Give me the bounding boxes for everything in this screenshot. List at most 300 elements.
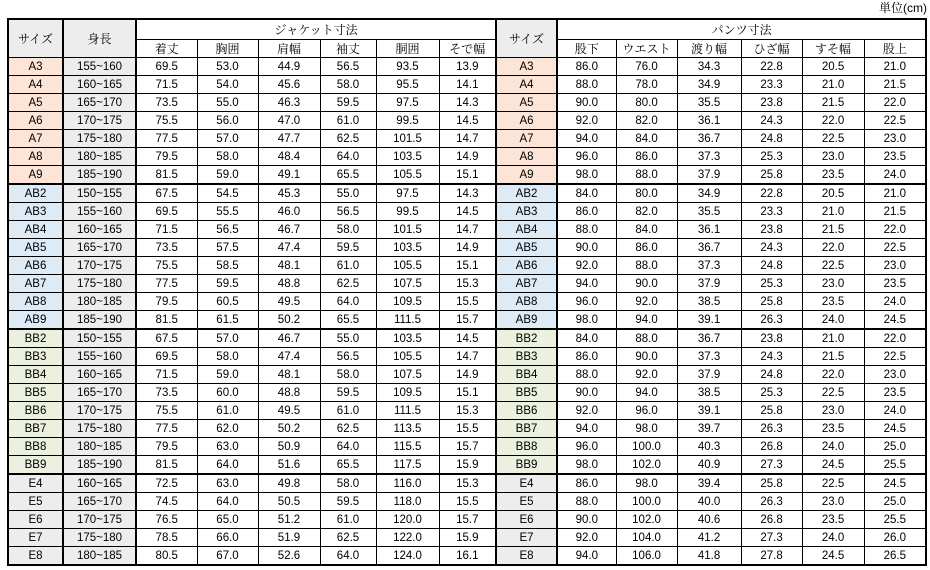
pants-value-cell: 100.0: [616, 493, 677, 511]
jacket-value-cell: 59.5: [320, 94, 376, 112]
pants-value-cell: 22.0: [802, 112, 864, 130]
table-row: [8, 112, 926, 130]
jacket-value-cell: 57.5: [197, 239, 258, 257]
jacket-value-cell: 105.5: [376, 348, 439, 366]
pants-value-cell: 98.0: [557, 311, 616, 330]
jacket-value-cell: 45.3: [258, 184, 320, 203]
table-row: [8, 58, 926, 76]
jacket-value-cell: 59.5: [320, 239, 376, 257]
jacket-value-cell: 51.2: [258, 511, 320, 529]
jacket-value-cell: 120.0: [376, 511, 439, 529]
jacket-value-cell: 49.1: [258, 166, 320, 185]
header-pants-col: 股上: [864, 40, 926, 58]
height-cell: 170~175: [63, 511, 136, 529]
jacket-value-cell: 61.5: [197, 311, 258, 330]
height-cell: 155~160: [63, 58, 136, 76]
jacket-value-cell: 49.5: [258, 402, 320, 420]
jacket-value-cell: 14.3: [439, 94, 496, 112]
jacket-value-cell: 59.0: [197, 166, 258, 185]
pants-value-cell: 94.0: [557, 130, 616, 148]
jacket-value-cell: 69.5: [136, 348, 197, 366]
pants-value-cell: 39.4: [677, 474, 741, 493]
pants-value-cell: 26.3: [741, 420, 802, 438]
jacket-value-cell: 62.5: [320, 275, 376, 293]
height-cell: 165~170: [63, 384, 136, 402]
size-cell: AB5: [8, 239, 63, 257]
jacket-value-cell: 97.5: [376, 94, 439, 112]
jacket-value-cell: 15.3: [439, 275, 496, 293]
jacket-value-cell: 44.9: [258, 58, 320, 76]
jacket-value-cell: 67.5: [136, 329, 197, 348]
jacket-value-cell: 79.5: [136, 293, 197, 311]
jacket-value-cell: 56.5: [197, 221, 258, 239]
jacket-value-cell: 47.7: [258, 130, 320, 148]
pants-value-cell: 37.9: [677, 366, 741, 384]
pants-value-cell: 24.5: [864, 311, 926, 330]
jacket-value-cell: 56.0: [197, 112, 258, 130]
pants-value-cell: 24.5: [802, 547, 864, 566]
jacket-value-cell: 103.5: [376, 329, 439, 348]
jacket-value-cell: 101.5: [376, 130, 439, 148]
pants-value-cell: 24.8: [741, 366, 802, 384]
size-cell-right: BB6: [496, 402, 557, 420]
pants-value-cell: 23.0: [864, 257, 926, 275]
pants-value-cell: 88.0: [616, 257, 677, 275]
header-row-groups: [8, 19, 926, 40]
jacket-value-cell: 14.5: [439, 112, 496, 130]
pants-value-cell: 88.0: [557, 366, 616, 384]
size-cell: AB7: [8, 275, 63, 293]
jacket-value-cell: 64.0: [320, 293, 376, 311]
pants-value-cell: 23.5: [802, 420, 864, 438]
pants-value-cell: 34.3: [677, 58, 741, 76]
size-cell-right: AB5: [496, 239, 557, 257]
jacket-value-cell: 78.5: [136, 529, 197, 547]
jacket-value-cell: 81.5: [136, 456, 197, 475]
pants-value-cell: 25.5: [864, 456, 926, 475]
jacket-value-cell: 117.5: [376, 456, 439, 475]
pants-value-cell: 96.0: [616, 402, 677, 420]
pants-value-cell: 22.8: [741, 58, 802, 76]
jacket-value-cell: 64.0: [320, 148, 376, 166]
jacket-value-cell: 79.5: [136, 438, 197, 456]
table-row: [8, 203, 926, 221]
pants-value-cell: 40.0: [677, 493, 741, 511]
jacket-value-cell: 15.7: [439, 311, 496, 330]
header-jacket-col: 胸囲: [197, 40, 258, 58]
jacket-value-cell: 111.5: [376, 311, 439, 330]
pants-value-cell: 20.5: [802, 184, 864, 203]
jacket-value-cell: 61.0: [320, 402, 376, 420]
height-cell: 185~190: [63, 311, 136, 330]
pants-value-cell: 39.1: [677, 311, 741, 330]
jacket-value-cell: 59.0: [197, 366, 258, 384]
jacket-value-cell: 46.7: [258, 221, 320, 239]
table-row: [8, 148, 926, 166]
pants-value-cell: 22.5: [802, 474, 864, 493]
pants-value-cell: 38.5: [677, 293, 741, 311]
jacket-value-cell: 69.5: [136, 203, 197, 221]
pants-value-cell: 22.0: [864, 94, 926, 112]
pants-value-cell: 80.0: [616, 184, 677, 203]
jacket-value-cell: 46.3: [258, 94, 320, 112]
pants-value-cell: 96.0: [557, 293, 616, 311]
table-row: [8, 420, 926, 438]
jacket-value-cell: 77.5: [136, 130, 197, 148]
jacket-value-cell: 64.0: [320, 547, 376, 566]
pants-value-cell: 24.5: [864, 420, 926, 438]
jacket-value-cell: 124.0: [376, 547, 439, 566]
pants-value-cell: 21.0: [802, 203, 864, 221]
pants-value-cell: 84.0: [557, 184, 616, 203]
jacket-value-cell: 15.1: [439, 166, 496, 185]
table-row: [8, 130, 926, 148]
pants-value-cell: 37.9: [677, 166, 741, 185]
jacket-value-cell: 75.5: [136, 402, 197, 420]
size-cell-right: BB5: [496, 384, 557, 402]
size-cell: AB4: [8, 221, 63, 239]
jacket-value-cell: 61.0: [197, 402, 258, 420]
jacket-value-cell: 54.0: [197, 76, 258, 94]
jacket-value-cell: 99.5: [376, 203, 439, 221]
jacket-value-cell: 50.5: [258, 493, 320, 511]
pants-value-cell: 41.8: [677, 547, 741, 566]
table-row: [8, 529, 926, 547]
height-cell: 150~155: [63, 329, 136, 348]
pants-value-cell: 24.8: [741, 130, 802, 148]
table-row: [8, 402, 926, 420]
pants-value-cell: 35.5: [677, 203, 741, 221]
pants-value-cell: 96.0: [557, 148, 616, 166]
jacket-value-cell: 15.1: [439, 384, 496, 402]
pants-value-cell: 26.0: [864, 529, 926, 547]
size-cell-right: BB9: [496, 456, 557, 475]
table-row: [8, 94, 926, 112]
pants-value-cell: 25.5: [864, 511, 926, 529]
height-cell: 165~170: [63, 94, 136, 112]
pants-value-cell: 21.0: [864, 184, 926, 203]
pants-value-cell: 23.5: [802, 166, 864, 185]
jacket-value-cell: 80.5: [136, 547, 197, 566]
height-cell: 180~185: [63, 547, 136, 566]
pants-value-cell: 41.2: [677, 529, 741, 547]
table-row: [8, 474, 926, 493]
size-cell: A7: [8, 130, 63, 148]
jacket-value-cell: 101.5: [376, 221, 439, 239]
jacket-value-cell: 55.0: [320, 329, 376, 348]
size-cell-right: AB2: [496, 184, 557, 203]
pants-value-cell: 22.0: [864, 329, 926, 348]
header-jacket-col: 袖丈: [320, 40, 376, 58]
pants-value-cell: 92.0: [616, 293, 677, 311]
pants-value-cell: 37.3: [677, 148, 741, 166]
pants-value-cell: 104.0: [616, 529, 677, 547]
jacket-value-cell: 51.6: [258, 456, 320, 475]
size-cell-right: AB7: [496, 275, 557, 293]
header-jacket-col: 胴囲: [376, 40, 439, 58]
jacket-value-cell: 107.5: [376, 275, 439, 293]
header-pants-col: すそ幅: [802, 40, 864, 58]
pants-value-cell: 21.0: [802, 76, 864, 94]
pants-value-cell: 102.0: [616, 511, 677, 529]
pants-value-cell: 22.5: [802, 130, 864, 148]
size-cell: A8: [8, 148, 63, 166]
pants-value-cell: 106.0: [616, 547, 677, 566]
pants-value-cell: 23.8: [741, 221, 802, 239]
pants-value-cell: 22.0: [802, 366, 864, 384]
jacket-value-cell: 47.4: [258, 239, 320, 257]
unit-label: 単位(cm): [879, 1, 927, 15]
jacket-value-cell: 15.5: [439, 293, 496, 311]
pants-value-cell: 22.8: [741, 184, 802, 203]
pants-value-cell: 36.7: [677, 239, 741, 257]
pants-value-cell: 23.0: [864, 130, 926, 148]
table-row: [8, 511, 926, 529]
size-cell-right: BB4: [496, 366, 557, 384]
jacket-value-cell: 105.5: [376, 166, 439, 185]
table-row: [8, 493, 926, 511]
jacket-value-cell: 107.5: [376, 366, 439, 384]
table-row: [8, 221, 926, 239]
height-cell: 175~180: [63, 529, 136, 547]
jacket-value-cell: 116.0: [376, 474, 439, 493]
pants-value-cell: 94.0: [616, 311, 677, 330]
jacket-value-cell: 105.5: [376, 257, 439, 275]
height-cell: 180~185: [63, 148, 136, 166]
pants-value-cell: 40.9: [677, 456, 741, 475]
pants-value-cell: 90.0: [557, 384, 616, 402]
jacket-value-cell: 14.3: [439, 184, 496, 203]
pants-value-cell: 98.0: [616, 420, 677, 438]
jacket-value-cell: 61.0: [320, 257, 376, 275]
table-row: [8, 257, 926, 275]
pants-value-cell: 23.0: [802, 493, 864, 511]
pants-value-cell: 25.0: [864, 438, 926, 456]
jacket-value-cell: 48.8: [258, 384, 320, 402]
jacket-value-cell: 71.5: [136, 221, 197, 239]
jacket-value-cell: 62.5: [320, 420, 376, 438]
header-size-right: サイズ: [496, 19, 557, 58]
pants-value-cell: 78.0: [616, 76, 677, 94]
pants-value-cell: 23.0: [802, 275, 864, 293]
table-row: [8, 329, 926, 348]
pants-value-cell: 26.8: [741, 438, 802, 456]
height-cell: 155~160: [63, 348, 136, 366]
size-cell: BB7: [8, 420, 63, 438]
pants-value-cell: 24.5: [802, 456, 864, 475]
pants-value-cell: 88.0: [557, 493, 616, 511]
jacket-value-cell: 58.0: [320, 221, 376, 239]
pants-value-cell: 27.3: [741, 456, 802, 475]
pants-value-cell: 25.8: [741, 293, 802, 311]
jacket-value-cell: 109.5: [376, 384, 439, 402]
jacket-value-cell: 113.5: [376, 420, 439, 438]
pants-value-cell: 36.1: [677, 112, 741, 130]
pants-value-cell: 24.0: [802, 438, 864, 456]
size-cell: BB3: [8, 348, 63, 366]
pants-value-cell: 94.0: [557, 547, 616, 566]
pants-value-cell: 23.5: [864, 275, 926, 293]
header-jacket-col: 着丈: [136, 40, 197, 58]
header-row-columns: [8, 40, 926, 58]
pants-value-cell: 76.0: [616, 58, 677, 76]
size-cell-right: AB9: [496, 311, 557, 330]
jacket-value-cell: 59.5: [320, 493, 376, 511]
table-row: [8, 275, 926, 293]
pants-value-cell: 100.0: [616, 438, 677, 456]
jacket-value-cell: 47.0: [258, 112, 320, 130]
jacket-value-cell: 15.9: [439, 456, 496, 475]
pants-value-cell: 38.5: [677, 384, 741, 402]
size-cell: BB4: [8, 366, 63, 384]
height-cell: 160~165: [63, 76, 136, 94]
jacket-value-cell: 67.0: [197, 547, 258, 566]
jacket-value-cell: 59.5: [320, 384, 376, 402]
jacket-value-cell: 118.0: [376, 493, 439, 511]
jacket-value-cell: 15.5: [439, 493, 496, 511]
jacket-value-cell: 62.5: [320, 529, 376, 547]
pants-value-cell: 24.8: [741, 257, 802, 275]
jacket-value-cell: 73.5: [136, 384, 197, 402]
pants-value-cell: 21.0: [864, 58, 926, 76]
jacket-value-cell: 61.0: [320, 112, 376, 130]
size-cell: A5: [8, 94, 63, 112]
header-pants-col: ウエスト: [616, 40, 677, 58]
height-cell: 165~170: [63, 239, 136, 257]
jacket-value-cell: 77.5: [136, 420, 197, 438]
size-cell-right: AB8: [496, 293, 557, 311]
size-cell: A4: [8, 76, 63, 94]
height-cell: 185~190: [63, 456, 136, 475]
size-cell-right: AB4: [496, 221, 557, 239]
height-cell: 170~175: [63, 402, 136, 420]
pants-value-cell: 98.0: [557, 456, 616, 475]
header-pants-col: 渡り幅: [677, 40, 741, 58]
height-cell: 185~190: [63, 166, 136, 185]
height-cell: 175~180: [63, 420, 136, 438]
pants-value-cell: 40.3: [677, 438, 741, 456]
pants-value-cell: 92.0: [557, 257, 616, 275]
pants-value-cell: 24.0: [864, 293, 926, 311]
pants-value-cell: 90.0: [616, 348, 677, 366]
pants-value-cell: 82.0: [616, 203, 677, 221]
jacket-value-cell: 73.5: [136, 94, 197, 112]
jacket-value-cell: 58.0: [320, 366, 376, 384]
pants-value-cell: 84.0: [616, 130, 677, 148]
jacket-value-cell: 63.0: [197, 474, 258, 493]
jacket-value-cell: 47.4: [258, 348, 320, 366]
jacket-value-cell: 58.0: [197, 148, 258, 166]
size-cell-right: BB2: [496, 329, 557, 348]
jacket-value-cell: 50.9: [258, 438, 320, 456]
size-cell: AB9: [8, 311, 63, 330]
jacket-value-cell: 75.5: [136, 112, 197, 130]
jacket-value-cell: 61.0: [320, 511, 376, 529]
table-row: [8, 293, 926, 311]
pants-value-cell: 90.0: [616, 275, 677, 293]
jacket-value-cell: 58.0: [197, 348, 258, 366]
jacket-value-cell: 74.5: [136, 493, 197, 511]
height-cell: 170~175: [63, 112, 136, 130]
jacket-value-cell: 15.9: [439, 529, 496, 547]
pants-value-cell: 23.5: [864, 148, 926, 166]
jacket-value-cell: 48.1: [258, 257, 320, 275]
pants-value-cell: 25.8: [741, 166, 802, 185]
pants-value-cell: 88.0: [557, 76, 616, 94]
size-cell: E8: [8, 547, 63, 566]
pants-value-cell: 21.5: [864, 76, 926, 94]
pants-value-cell: 40.6: [677, 511, 741, 529]
pants-value-cell: 22.0: [864, 221, 926, 239]
jacket-value-cell: 122.0: [376, 529, 439, 547]
jacket-value-cell: 54.5: [197, 184, 258, 203]
size-cell: BB6: [8, 402, 63, 420]
jacket-value-cell: 15.3: [439, 474, 496, 493]
jacket-value-cell: 15.7: [439, 511, 496, 529]
jacket-value-cell: 57.0: [197, 329, 258, 348]
pants-value-cell: 36.1: [677, 221, 741, 239]
table-row: [8, 311, 926, 330]
jacket-value-cell: 48.4: [258, 148, 320, 166]
height-cell: 180~185: [63, 438, 136, 456]
jacket-value-cell: 15.7: [439, 438, 496, 456]
jacket-value-cell: 95.5: [376, 76, 439, 94]
pants-value-cell: 23.5: [802, 293, 864, 311]
jacket-value-cell: 46.7: [258, 329, 320, 348]
pants-value-cell: 92.0: [616, 366, 677, 384]
jacket-value-cell: 55.5: [197, 203, 258, 221]
table-row: [8, 438, 926, 456]
pants-value-cell: 86.0: [557, 348, 616, 366]
jacket-value-cell: 73.5: [136, 239, 197, 257]
pants-value-cell: 22.0: [802, 239, 864, 257]
size-cell-right: BB3: [496, 348, 557, 366]
size-cell-right: E4: [496, 474, 557, 493]
pants-value-cell: 80.0: [616, 94, 677, 112]
jacket-value-cell: 14.9: [439, 148, 496, 166]
jacket-value-cell: 65.5: [320, 311, 376, 330]
pants-value-cell: 24.5: [864, 474, 926, 493]
table-row: [8, 166, 926, 185]
size-cell-right: A8: [496, 148, 557, 166]
pants-value-cell: 21.0: [802, 329, 864, 348]
jacket-value-cell: 64.0: [197, 456, 258, 475]
pants-value-cell: 25.3: [741, 148, 802, 166]
jacket-value-cell: 55.0: [320, 184, 376, 203]
pants-value-cell: 24.0: [864, 166, 926, 185]
jacket-value-cell: 58.0: [320, 474, 376, 493]
pants-value-cell: 39.7: [677, 420, 741, 438]
pants-value-cell: 26.3: [741, 493, 802, 511]
jacket-value-cell: 63.0: [197, 438, 258, 456]
size-cell-right: A6: [496, 112, 557, 130]
jacket-value-cell: 49.5: [258, 293, 320, 311]
height-cell: 165~170: [63, 493, 136, 511]
jacket-value-cell: 16.1: [439, 547, 496, 566]
pants-value-cell: 36.7: [677, 329, 741, 348]
size-cell-right: E8: [496, 547, 557, 566]
pants-value-cell: 24.0: [802, 529, 864, 547]
pants-value-cell: 82.0: [616, 112, 677, 130]
size-cell: BB8: [8, 438, 63, 456]
size-cell-right: BB8: [496, 438, 557, 456]
pants-value-cell: 88.0: [616, 329, 677, 348]
pants-value-cell: 25.8: [741, 474, 802, 493]
table-row: [8, 547, 926, 566]
pants-value-cell: 34.9: [677, 76, 741, 94]
table-row: [8, 76, 926, 94]
jacket-value-cell: 71.5: [136, 366, 197, 384]
